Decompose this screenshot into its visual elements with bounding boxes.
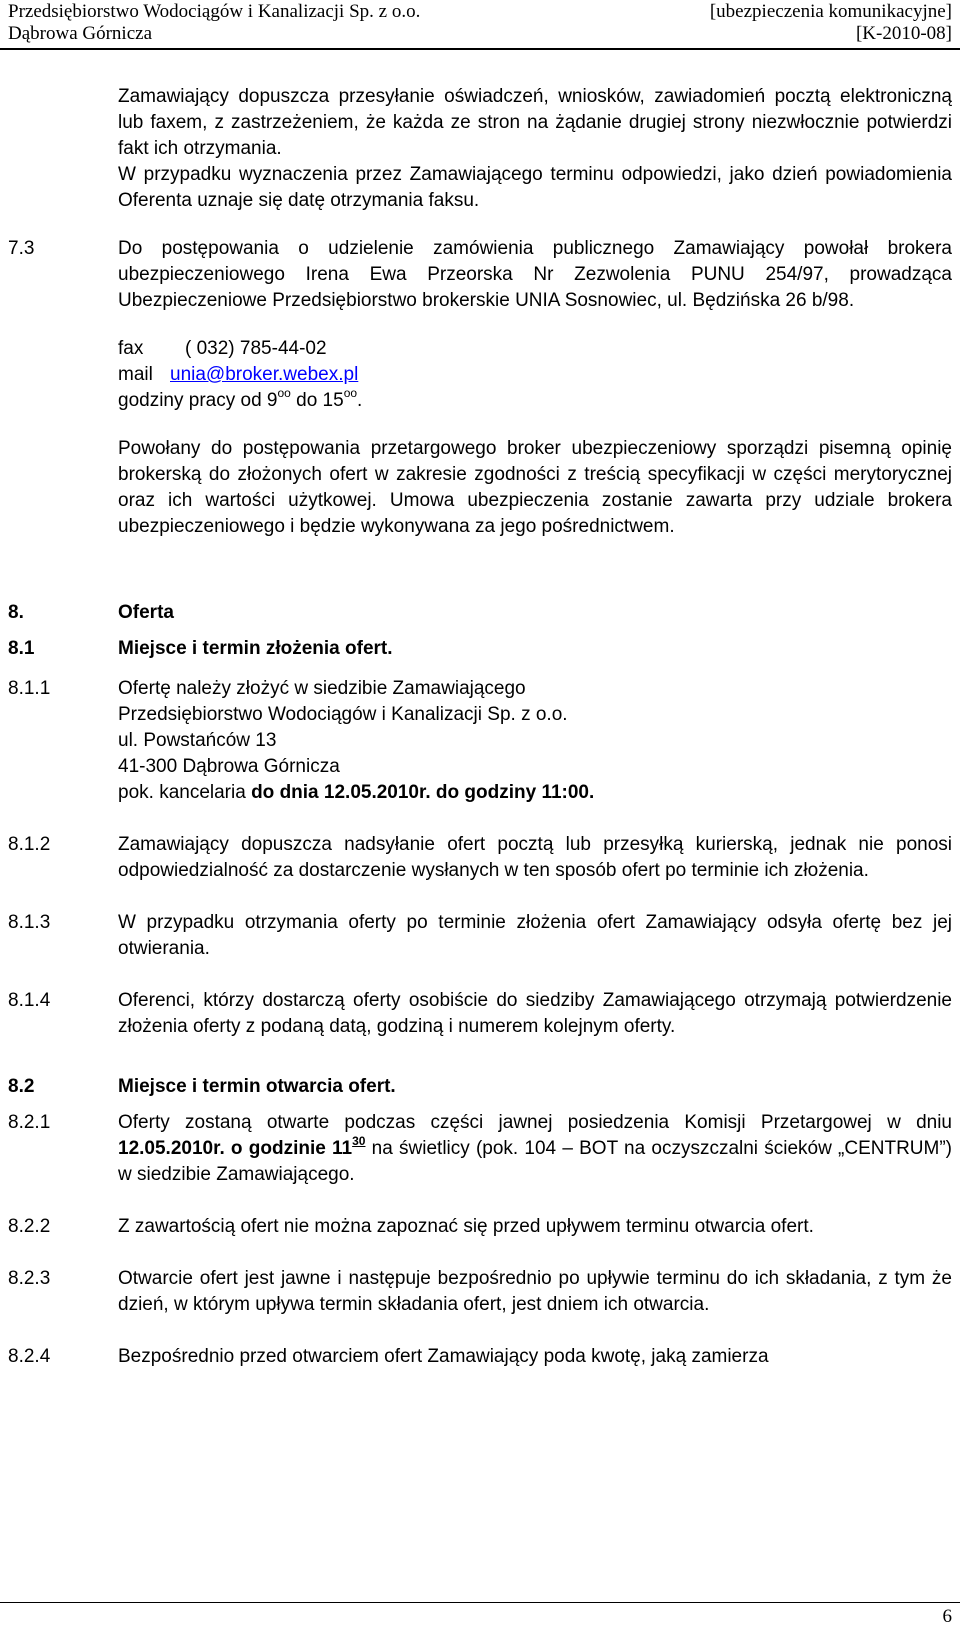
section-title: Oferta [118,602,174,623]
section-number: 8.1.1 [8,678,51,699]
section-8-2-heading [8,1074,952,1100]
section-title: Miejsce i termin otwarcia ofert. [118,1076,396,1097]
opening-date: 12.05.2010r. o godzinie 11 [118,1138,353,1159]
section-number: 8.1 [8,638,35,659]
broker-contact [118,336,952,414]
section-8-1-heading [8,636,952,662]
section-8-1-2 [8,832,952,884]
opening-minutes: 30 [352,1134,366,1148]
hours-end: . [357,390,363,411]
mail-line [118,362,952,388]
deadline-place: pok. kancelaria [118,782,252,803]
section-8-heading [8,600,952,626]
section-number: 8.2.3 [8,1268,51,1289]
hours-text: godziny pracy od 9 [118,390,278,411]
deadline-line [118,780,594,806]
hours-line [118,388,952,414]
section-number: 8. [8,602,24,623]
section-8-1-4 [8,988,952,1040]
section-title: Miejsce i termin złożenia ofert. [118,638,393,659]
hours-sup-end: oo [343,386,358,400]
mail-link[interactable]: unia@broker.webex.pl [170,364,359,385]
section-number: 8.2.2 [8,1216,51,1237]
fax-line [118,336,952,362]
footer-rule [0,1602,960,1603]
opening-text: Oferty zostaną otwarte podczas części jawnej posiedzenia Komisji Przetargowej w dniu [118,1112,952,1133]
page-header [0,0,960,46]
section-text: W przypadku otrzymania oferty po terminie złożenia ofert Zamawiający odsyła ofertę bez jej otwierania. [118,912,952,959]
section-text: Z zawartością ofert nie można zapoznać się przed upływem terminu otwarcia ofert. [118,1216,814,1237]
section-number: 8.1.4 [8,990,51,1011]
deadline-date: do dnia 12.05.2010r. do godziny 11:00. [251,782,595,803]
header-rule [0,48,960,50]
opening-location: na świetlicy (pok. 104 – BOT na oczyszczalni ścieków „CENTRUM”) w siedzibie Zamawiającego. [118,1138,953,1185]
section-text [118,1110,952,1188]
section-text: Do postępowania o udzielenie zamówienia publicznego Zamawiający powołał brokera ubezpieczeniowego Irena Ewa Przeorska Nr Zezwolenia PUNU 254/97, prowadząca Ubezpieczeniowe Przedsiębiorstwo brokerskie UNIA Sosnowiec, ul. Będzińska 26 b/98. [118,238,952,311]
section-number: 8.1.3 [8,912,51,933]
page-number: 6 [942,1606,952,1627]
section-number: 7.3 [8,238,35,259]
header-company: Przedsiębiorstwo Wodociągów i Kanalizacji Sp. z o.o. [8,1,421,22]
section-8-1-3 [8,910,952,962]
section-8-2-1 [8,1110,952,1188]
section-8-1-1 [8,676,952,806]
address-line-4: 41-300 Dąbrowa Górnicza [118,756,340,777]
address-line-1: Ofertę należy złożyć w siedzibie Zamawiającego [118,678,526,699]
header-left [8,1,420,45]
section-number: 8.2.1 [8,1112,51,1133]
section-text: Zamawiający dopuszcza nadsyłanie ofert pocztą lub przesyłką kurierską, jednak nie ponosi odpowiedzialność za dostarczenie wysłanych w ten sposób ofert po terminie ich złożenia. [118,834,952,881]
hours-sup-start: oo [277,386,291,400]
header-subject: [ubezpieczenia komunikacyjne] [709,1,952,22]
section-text: Otwarcie ofert jest jawne i następuje bezpośrednio po upływie terminu do ich składania, z tym że dzień, w którym upływa termin składania ofert, jest dniem ich otwarcia. [118,1268,952,1315]
broker-paragraph: Powołany do postępowania przetargowego broker ubezpieczeniowy sporządzi pisemną opinię brokerską do złożonych ofert w zakresie zgodności z treścią specyfikacji w części merytorycznej oraz ich wartości użytkowej. Umowa ubezpieczenia zostanie zawarta przy udziale brokera ubezpieczeniowego i będzie wykonywana za jego pośrednictwem. [118,438,952,537]
section-text: Bezpośrednio przed otwarciem ofert Zamawiający poda kwotę, jaką zamierza [118,1346,769,1367]
intro-paragraph-1: Zamawiający dopuszcza przesyłanie oświadczeń, wniosków, zawiadomień pocztą elektroniczną lub faxem, z zastrzeżeniem, że każda ze stron na żądanie drugiej strony niezwłocznie potwierdzi fakt ich otrzymania. [118,86,952,159]
document-body [8,84,952,1370]
address-line-2: Przedsiębiorstwo Wodociągów i Kanalizacji Sp. z o.o. [118,704,568,725]
mail-label: mail [118,364,153,385]
section-8-2-4 [8,1344,952,1370]
intro-paragraph-2: W przypadku wyznaczenia przez Zamawiającego terminu odpowiedzi, jako dzień powiadomienia Oferenta uznaje się datę otrzymania faksu. [118,164,952,211]
section-8-2-2 [8,1214,952,1240]
fax-label: fax [118,338,144,359]
fax-value: ( 032) 785-44-02 [185,338,327,359]
section-text: Oferenci, którzy dostarczą oferty osobiście do siedziby Zamawiającego otrzymają potwierdzenie złożenia oferty z podaną datą, godziną i numerem kolejnym oferty. [118,990,952,1037]
header-reference: [K-2010-08] [855,23,952,44]
section-number: 8.2.4 [8,1346,51,1367]
section-7-3 [8,236,952,314]
header-city: Dąbrowa Górnicza [8,23,153,44]
section-number: 8.1.2 [8,834,51,855]
header-right [710,1,952,45]
address-line-3: ul. Powstańców 13 [118,730,277,751]
section-8-2-3 [8,1266,952,1318]
address-block [118,676,594,806]
section-number: 8.2 [8,1076,35,1097]
hours-text-2: do 15 [290,390,344,411]
